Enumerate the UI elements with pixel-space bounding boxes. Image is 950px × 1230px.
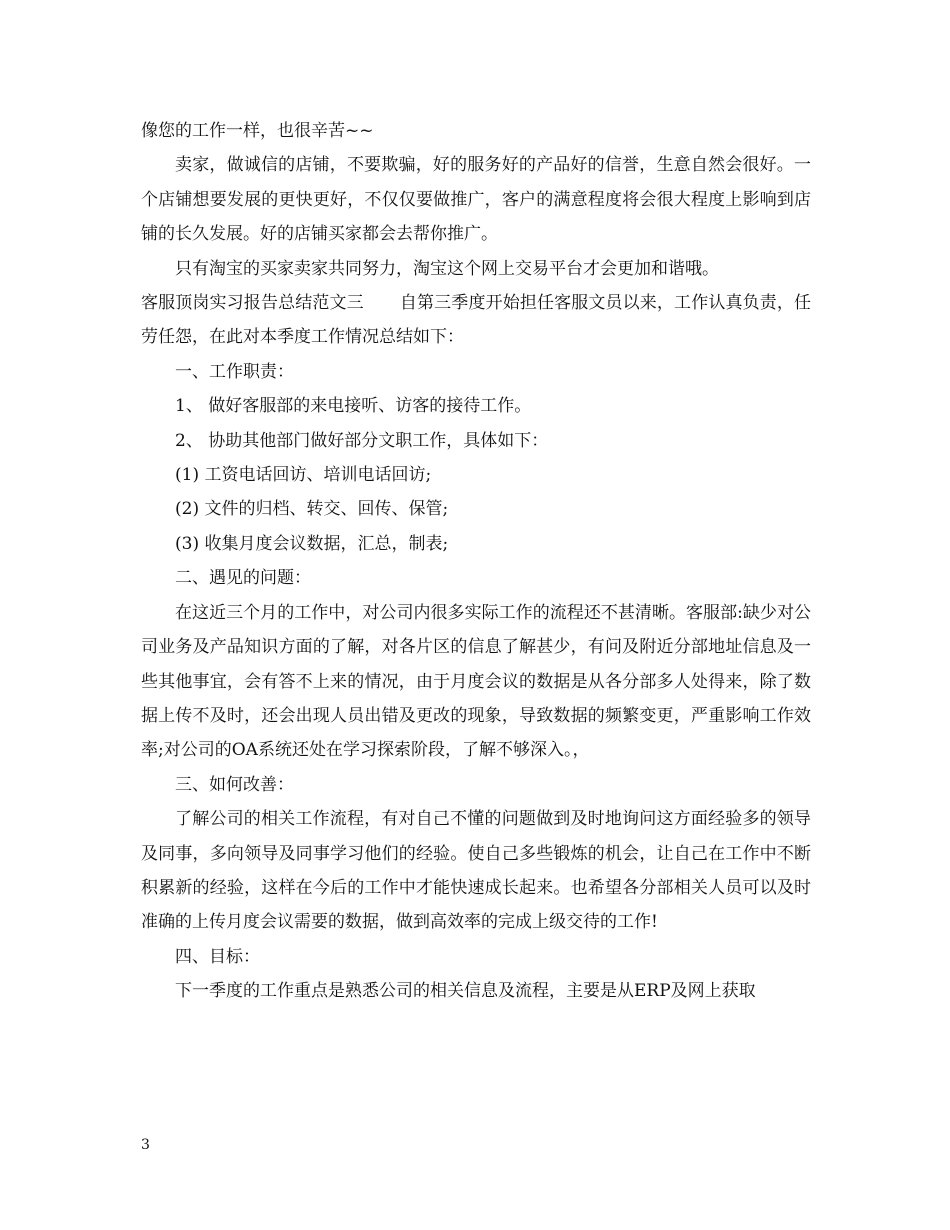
paragraph-problems: 在这近三个月的工作中，对公司内很多实际工作的流程还不甚清晰。客服部:缺少对公司业务及产品知识方面的了解，对各片区的信息了解甚少，有问及附近分部地址信息及一些其他事宜，会有答不上来的情况，由于月度会议的数据是从各分部多人处得来，除了数据上传不及时，还会出现人员出错及更改的现象，导致数据的频繁变更，严重影响工作效率;对公司的OA系统还处在学习探索阶段，了解不够深入。， <box>141 602 811 761</box>
section-title: 客服顶岗实习报告总结范文三 <box>141 293 364 314</box>
heading-problems: 二、遇见的问题： <box>175 568 311 589</box>
section-intro: 自第三季度开始担任客服文员以来，工作认真负责，任劳任怨，在此对本季度工作情况总结如下： <box>141 293 812 348</box>
heading-goals: 四、目标： <box>175 946 260 967</box>
heading-improvement: 三、如何改善： <box>175 774 294 795</box>
paragraph-goals: 下一季度的工作重点是熟悉公司的相关信息及流程，主要是从ERP及网上获取 <box>175 981 756 1002</box>
paragraph-improvement: 了解公司的相关工作流程，有对自己不懂的问题做到及时地询问这方面经验多的领导及同事，多向领导及同事学习他们的经验。使自己多些锻炼的机会，让自己在工作中不断积累新的经验，这样在今后的工作中才能快速成长起来。也希望各分部相关人员可以及时准确的上传月度会议需要的数据，做到高效率的完成上级交待的工作! <box>141 809 811 933</box>
list-item-duty-2: 2、 协助其他部门做好部分文职工作，具体如下： <box>175 430 549 451</box>
document-body <box>141 114 811 1009</box>
paragraph-seller-integrity: 卖家，做诚信的店铺，不要欺骗，好的服务好的产品好的信誉，生意自然会很好。一个店铺想要发展的更快更好，不仅仅要做推广，客户的满意程度将会很大程度上影响到店铺的长久发展。好的店铺买家都会去帮你推广。 <box>141 155 811 245</box>
section-heading-paragraph <box>141 286 811 355</box>
paragraph-taobao-harmony: 只有淘宝的买家卖家共同努力，淘宝这个网上交易平台才会更加和谐哦。 <box>175 258 719 279</box>
list-item-subtask-3: (3) 收集月度会议数据，汇总，制表; <box>175 533 449 554</box>
heading-job-duties: 一、工作职责： <box>175 361 294 382</box>
page-number: 3 <box>141 1137 150 1153</box>
paragraph-continuation: 像您的工作一样，也很辛苦~~ <box>141 121 374 141</box>
list-item-subtask-1: (1) 工资电话回访、培训电话回访; <box>175 465 432 486</box>
list-item-duty-1: 1、 做好客服部的来电接听、访客的接待工作。 <box>175 396 532 417</box>
list-item-subtask-2: (2) 文件的归档、转交、回传、保管; <box>175 499 449 520</box>
